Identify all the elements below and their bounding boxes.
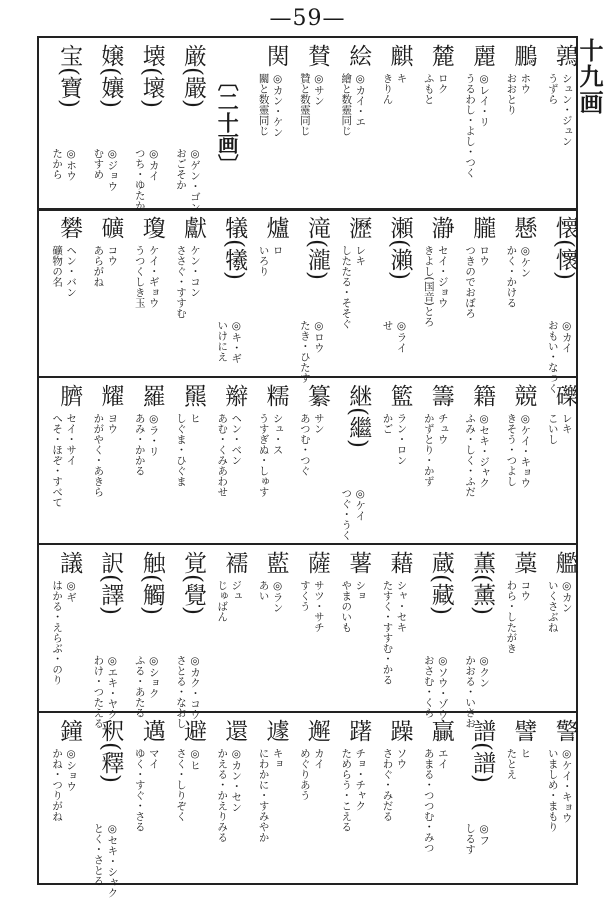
kanji-entry	[415, 210, 453, 378]
reading-kun: したたる・そそぐ	[340, 245, 353, 329]
reading-on: レキ	[560, 413, 573, 434]
reading-on: サン	[312, 413, 325, 434]
reading-kun: かえる・かえりみる	[216, 748, 229, 843]
reading-kun: たから	[51, 148, 64, 180]
stroke-count-header	[208, 38, 246, 206]
kanji-character: 贏	[427, 719, 454, 742]
reading-on: ◎ヒ	[189, 748, 201, 771]
reading-kun: かずとり・かず	[422, 413, 435, 487]
reading-kun: にわかに・すみやか	[257, 748, 270, 843]
kanji-character: 警	[551, 719, 578, 742]
kanji-character: 譬	[510, 719, 537, 742]
reading-kun: かね・つりがね	[51, 748, 64, 822]
kanji-character: 朧	[469, 216, 496, 239]
kanji-character: 関	[262, 44, 289, 67]
kanji-entry	[415, 545, 454, 720]
reading-on: ケイ・ギョウ	[147, 245, 160, 308]
kanji-character: 邂	[303, 719, 330, 742]
reading-kun: ささぐ・すすむ	[175, 245, 187, 319]
reading-on: ヒ	[189, 413, 201, 424]
kanji-character: 礫	[551, 384, 578, 407]
reading-kun: つぐ・うく	[340, 488, 353, 541]
reading-kun: かおる・いさお	[464, 655, 477, 729]
kanji-entry	[374, 713, 412, 881]
kanji-character: 滝(瀧)	[303, 216, 330, 280]
reading-kun: あつむ・つぐ	[298, 413, 311, 476]
reading-on: ◎カン・ケン	[271, 73, 284, 138]
kanji-entry	[456, 38, 494, 206]
reading-on: ◎ゲン・ゴン	[189, 148, 201, 213]
row-divider	[37, 543, 578, 545]
kanji-entry	[456, 378, 494, 546]
reading-on: ソウ	[395, 748, 408, 769]
kanji-character: 絵	[345, 44, 372, 67]
reading-on: ◎ラン	[271, 580, 284, 613]
kanji-character: 礦	[97, 216, 124, 239]
reading-on: ホウ	[519, 73, 532, 94]
section-label: 十九画	[575, 38, 604, 116]
kanji-character: 籌	[427, 384, 454, 407]
reading-on: エイ	[436, 748, 449, 769]
kanji-entry	[126, 545, 165, 718]
reading-kun: ふみ・しく・ふだ	[464, 413, 477, 497]
kanji-character: 籍	[469, 384, 496, 407]
kanji-entry	[497, 713, 535, 881]
kanji-character: 鐘	[56, 719, 83, 742]
reading-kun: おおとり	[505, 73, 518, 115]
stroke-count-label: 〔二十画〕	[215, 69, 241, 175]
reading-kun: やまのいも	[340, 580, 353, 633]
kanji-character: 宝(寶)	[56, 44, 83, 108]
kanji-entry	[167, 210, 205, 378]
reading-kun: きそう・つよし	[505, 413, 518, 487]
kanji-entry	[539, 210, 578, 394]
reading-kun: いましめ・まもり	[546, 748, 559, 832]
entry-row	[37, 713, 578, 898]
kanji-entry	[208, 210, 246, 378]
kanji-entry	[374, 545, 412, 713]
reading-kun: いろり	[257, 245, 270, 277]
reading-kun: かご	[381, 413, 394, 434]
reading-kun: あみ・かかる	[133, 413, 146, 476]
kanji-character: 釈(釋)	[97, 719, 124, 783]
kanji-character: 艦	[551, 551, 578, 574]
kanji-character: 爐	[262, 216, 289, 239]
kanji-entry	[167, 38, 206, 213]
kanji-entry	[374, 210, 412, 378]
kanji-character: 籃	[386, 384, 413, 407]
kanji-character: 獻	[180, 216, 206, 239]
reading-on: ◎レイ・リ	[478, 73, 491, 127]
kanji-entry	[415, 713, 453, 881]
entry-row	[37, 210, 578, 394]
kanji-character: 薯	[345, 551, 372, 574]
reading-kun: たとえ	[505, 748, 518, 780]
kanji-entry	[84, 713, 124, 898]
kanji-entry	[167, 545, 206, 729]
kanji-character: 瓊	[138, 216, 165, 239]
kanji-entry	[332, 210, 370, 378]
kanji-entry	[332, 545, 370, 713]
reading-kun: うすぎぬ・しゅす	[257, 413, 270, 497]
kanji-character: 糯	[262, 384, 289, 407]
reading-on: ◎ロウ	[312, 320, 325, 353]
reading-kun: あまる・つつむ・みつ	[422, 748, 435, 853]
kanji-character: 麓	[427, 44, 454, 67]
kanji-entry	[84, 38, 122, 206]
kanji-character: 辮	[221, 384, 248, 407]
kanji-entry	[126, 378, 164, 546]
kanji-entry	[84, 378, 122, 546]
kanji-entry	[208, 378, 246, 546]
kanji-character: 賛	[303, 44, 330, 67]
reading-on: ◎キ・ギ	[230, 320, 243, 364]
reading-on: ◎ホウ	[65, 148, 78, 181]
reading-on: ヨウ	[106, 413, 119, 434]
reading-on: ヘン・バン	[65, 245, 78, 298]
kanji-character: 襦	[221, 551, 248, 574]
kanji-character: 犠(犧)	[221, 216, 248, 280]
reading-kun: おさむ・くら	[422, 655, 435, 718]
reading-kun: きよし(国音)とろ	[422, 245, 435, 327]
kanji-entry	[539, 545, 577, 713]
reading-on: ショ	[354, 580, 367, 601]
kanji-character: 麗	[469, 44, 496, 67]
reading-on: セイ・ジョウ	[436, 245, 449, 308]
entry-row	[37, 38, 578, 213]
reading-on: サツ・サチ	[312, 580, 325, 633]
reading-kun: つきのでおぼろ	[464, 245, 477, 319]
reading-kun: むすめ	[92, 148, 105, 180]
reading-on: チョ・チャク	[354, 748, 367, 811]
entry-row	[37, 545, 578, 729]
reading-on: ジュ	[230, 580, 243, 601]
reading-on: ◎カン	[560, 580, 573, 613]
reading-on: ラン・ロン	[395, 413, 408, 466]
reading-kun: ふもと	[422, 73, 435, 105]
reading-on: ◎ラ・リ	[147, 413, 160, 457]
reading-kun: とく・さとる	[92, 823, 105, 886]
kanji-entry	[208, 713, 246, 881]
reading-kun: わら・したがき	[505, 580, 518, 654]
reading-on: ◎カイ	[560, 320, 573, 353]
kanji-character: 譜(譜)	[469, 719, 496, 783]
kanji-entry	[539, 38, 577, 206]
kanji-character: 羆	[180, 384, 206, 407]
reading-on: ヒ	[519, 748, 532, 759]
kanji-entry	[167, 713, 205, 881]
entry-row	[37, 378, 578, 548]
kanji-character: 藍	[262, 551, 289, 574]
reading-kun: いくさぶね	[546, 580, 559, 633]
kanji-character: 藁	[510, 551, 537, 574]
kanji-character: 礬	[56, 216, 83, 239]
reading-on: シュ・ス	[271, 413, 284, 455]
kanji-character: 継(繼)	[345, 384, 372, 448]
reading-on: コウ	[106, 245, 119, 266]
reading-on: ◎セキ・ジャク	[478, 413, 491, 488]
kanji-entry	[43, 545, 81, 713]
reading-on: ◎サン	[312, 73, 325, 106]
kanji-entry	[291, 38, 329, 206]
kanji-character: 蔵(藏)	[427, 551, 454, 615]
kanji-entry	[43, 378, 81, 546]
reading-kun: しぐま・ひぐま	[175, 413, 187, 487]
kanji-entry	[208, 545, 246, 713]
kanji-entry	[539, 713, 577, 881]
reading-kun: 關と数靈同じ	[257, 73, 270, 136]
kanji-entry	[126, 210, 164, 378]
row-divider	[37, 376, 578, 378]
kanji-entry	[332, 378, 370, 546]
reading-on: レキ	[354, 245, 367, 266]
kanji-character: 臍	[56, 384, 83, 407]
reading-kun: おごそか	[175, 148, 187, 190]
kanji-entry	[497, 38, 535, 206]
kanji-entry	[415, 38, 453, 206]
kanji-entry	[291, 210, 330, 383]
reading-on: ロ	[271, 245, 284, 256]
kanji-character: 訳(譯)	[97, 551, 124, 615]
reading-on: ◎ケイ・キョウ	[560, 748, 573, 823]
reading-kun: しるす	[464, 823, 477, 855]
kanji-character: 鶉	[551, 44, 578, 67]
kanji-entry	[497, 545, 535, 713]
reading-on: ロク	[436, 73, 449, 94]
kanji-character: 嬢(孃)	[97, 44, 124, 108]
reading-on: ◎ソウ・ゾウ	[436, 655, 449, 720]
kanji-character: 避	[180, 719, 206, 742]
reading-on: ケン・コン	[189, 245, 201, 298]
reading-on: セイ・サイ	[65, 413, 78, 466]
reading-on: ◎ショク	[147, 655, 160, 699]
kanji-entry	[167, 378, 205, 546]
kanji-entry	[415, 378, 453, 546]
reading-on: ◎ジョウ	[106, 148, 119, 192]
kanji-character: 薩	[303, 551, 330, 574]
reading-kun: わけ・つたえる	[92, 655, 105, 729]
kanji-entry	[539, 378, 577, 546]
reading-on: ◎クン	[478, 655, 491, 688]
kanji-entry	[291, 545, 329, 713]
reading-kun: うるわし・よし・つく	[464, 73, 477, 178]
kanji-entry	[250, 378, 288, 546]
kanji-entry	[456, 713, 494, 881]
kanji-entry	[126, 713, 164, 881]
kanji-character: 邁	[138, 719, 165, 742]
reading-kun: あらがね	[92, 245, 105, 287]
kanji-entry	[374, 378, 412, 546]
reading-on: マイ	[147, 748, 160, 769]
reading-kun: たすく・すすむ・かる	[381, 580, 394, 685]
kanji-character: 麒	[386, 44, 413, 67]
reading-on: ヘン・ベン	[230, 413, 243, 466]
reading-on: ◎ライ	[395, 320, 408, 353]
reading-on: ◎カイ・エ	[354, 73, 367, 127]
reading-on: シュン・ジュン	[560, 73, 573, 147]
kanji-entry	[497, 210, 535, 378]
reading-kun: さわぐ・みだる	[381, 748, 394, 822]
reading-kun: めぐりあう	[298, 748, 311, 801]
reading-on: ◎ケイ・キョウ	[519, 413, 532, 488]
kanji-entry	[332, 38, 370, 206]
reading-kun: つち・ゆたか	[133, 148, 146, 211]
kanji-entry	[250, 38, 288, 206]
kanji-character: 薫(薰)	[469, 551, 496, 615]
reading-kun: こいし	[546, 413, 559, 445]
reading-on: ◎エキ・ヤク	[106, 655, 119, 720]
kanji-entry	[126, 38, 165, 211]
reading-kun: いけにえ	[216, 320, 229, 362]
kanji-entry	[250, 210, 288, 378]
kanji-character: 鵬	[510, 44, 537, 67]
kanji-character: 躁	[386, 719, 413, 742]
reading-kun: 礦物の名	[51, 245, 64, 287]
kanji-entry	[374, 38, 412, 206]
kanji-character: 触(觸)	[138, 551, 165, 615]
kanji-entry	[43, 713, 81, 881]
reading-on: ◎ギ	[65, 580, 78, 603]
reading-kun: ゆく・すぐ・さる	[133, 748, 146, 832]
page-number: —59—	[269, 6, 346, 31]
reading-kun: へそ・ほぞ・すべて	[51, 413, 64, 508]
kanji-entry	[332, 713, 370, 881]
reading-on: ◎カン・セン	[230, 748, 243, 813]
reading-kun: すくう	[298, 580, 311, 612]
kanji-character: 藉	[386, 551, 413, 574]
kanji-character: 遽	[262, 719, 289, 742]
kanji-entry	[43, 38, 81, 206]
reading-kun: たき・ひたす	[298, 320, 311, 383]
reading-kun: はかる・えらぶ・のり	[51, 580, 64, 685]
kanji-entry	[456, 210, 494, 378]
kanji-entry	[291, 378, 329, 546]
reading-kun: うずら	[546, 73, 559, 105]
reading-on: ◎カイ	[147, 148, 160, 181]
kanji-entry	[291, 713, 329, 881]
reading-on: ◎ケン	[519, 245, 532, 278]
reading-kun: あむ・くみあわせ	[216, 413, 229, 497]
reading-kun: ためらう・こえる	[340, 748, 353, 832]
reading-on: ◎セキ・シャク	[106, 823, 119, 898]
kanji-character: 瀬(瀨)	[386, 216, 413, 280]
kanji-character: 躇	[345, 719, 372, 742]
kanji-entry	[84, 545, 124, 729]
kanji-character: 壊(壞)	[138, 44, 165, 108]
row-divider	[37, 711, 578, 713]
kanji-entry	[497, 378, 535, 546]
kanji-character: 耀	[97, 384, 124, 407]
kanji-character: 懸	[510, 216, 537, 239]
reading-kun: かがやく・あきら	[92, 413, 105, 497]
reading-kun: うつくしき玉	[133, 245, 146, 308]
kanji-entry	[250, 545, 288, 713]
reading-on: ◎フ	[478, 823, 491, 846]
reading-on: キョ	[271, 748, 284, 769]
reading-kun: さとる・なおし	[175, 655, 187, 729]
reading-kun: おもい・なつく	[546, 320, 559, 394]
reading-on: ◎ケイ	[354, 488, 367, 521]
reading-on: カイ	[312, 748, 325, 769]
kanji-character: 競	[510, 384, 537, 407]
reading-on: ◎ショウ	[65, 748, 78, 792]
kanji-character: 厳(嚴)	[180, 44, 206, 108]
reading-kun: 繪と数靈同じ	[340, 73, 353, 136]
reading-kun: あい	[257, 580, 270, 601]
kanji-character: 瀞	[427, 216, 454, 239]
reading-kun: かく・かける	[505, 245, 518, 308]
reading-kun: ふる・あたる	[133, 655, 146, 718]
kanji-character: 瀝	[345, 216, 372, 239]
reading-on: ◎カク・コウ	[189, 655, 201, 720]
reading-kun: じゅばん	[216, 580, 229, 622]
kanji-character: 纂	[303, 384, 330, 407]
reading-on: キ	[395, 73, 408, 84]
reading-kun: 贊と数靈同じ	[298, 73, 311, 136]
reading-kun: さく・しりぞく	[175, 748, 187, 822]
reading-on: ロウ	[478, 245, 491, 266]
reading-kun: きりん	[381, 73, 394, 105]
reading-on: チュウ	[436, 413, 449, 445]
kanji-character: 還	[221, 719, 248, 742]
kanji-character: 議	[56, 551, 83, 574]
reading-on: コウ	[519, 580, 532, 601]
reading-kun: せ	[381, 320, 394, 331]
kanji-entry	[84, 210, 122, 378]
kanji-entry	[43, 210, 81, 378]
kanji-entry	[250, 713, 288, 881]
reading-on: シャ・セキ	[395, 580, 408, 633]
kanji-character: 懐(懷)	[551, 216, 578, 280]
kanji-character: 覚(覺)	[180, 551, 206, 615]
kanji-character: 羅	[138, 384, 165, 407]
kanji-entry	[456, 545, 496, 729]
